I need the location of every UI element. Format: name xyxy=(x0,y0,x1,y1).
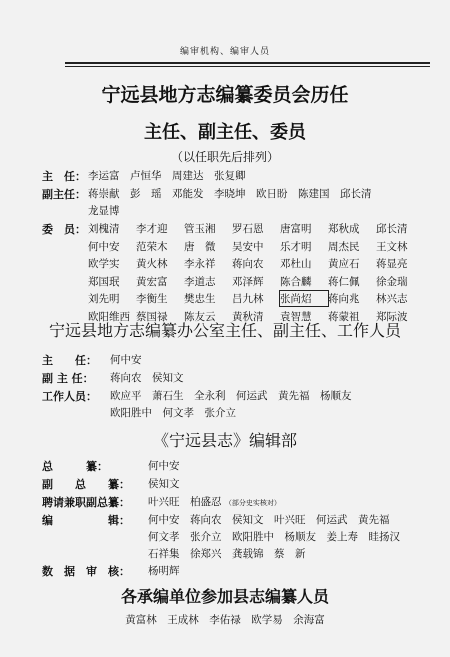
member-name: 周杰民 xyxy=(328,240,360,253)
member-name: 张尚炤 xyxy=(280,291,328,306)
member-name: 刘槐清 xyxy=(88,223,120,235)
member-name: 郑秋成 xyxy=(328,223,360,235)
header-rule-thick xyxy=(65,62,430,64)
members-label: 委 员： xyxy=(42,223,86,236)
members-row xyxy=(88,256,424,274)
editors-line2: 何文孝 张介立 欧阳胜中 杨顺友 姜上寿 眭扬汉 xyxy=(148,531,400,543)
member-name: 邓杜山 xyxy=(280,258,312,271)
members-row xyxy=(88,274,424,292)
editors-line1: 何中安 蒋向农 侯知文 叶兴旺 何运武 黄先福 xyxy=(148,514,390,526)
office-staff-line2: 欧阳胜中 何文孝 张介立 xyxy=(110,407,236,419)
member-name: 蒋显亮 xyxy=(376,258,408,271)
running-header: 编审机构、编审人员 xyxy=(179,47,270,57)
header-rule-thin xyxy=(65,66,430,67)
office-deputy-names: 蒋向农 侯知文 xyxy=(110,372,184,384)
member-name: 吴安中 xyxy=(232,240,264,253)
office-title: 宁远县地方志编纂办公室主任、副主任、工作人员 xyxy=(48,321,401,340)
member-name: 蒋蒙祖 xyxy=(328,310,360,323)
member-name: 袁智慧 xyxy=(280,310,312,323)
member-name: 郑际波 xyxy=(376,310,408,323)
member-name: 蒋向农 xyxy=(232,258,264,271)
editors-label: 编 辑： xyxy=(42,514,130,527)
participants-title: 各承编单位参加县志编纂人员 xyxy=(120,587,329,606)
member-name: 蒋向兆 xyxy=(328,293,360,306)
member-name: 欧学实 xyxy=(88,258,120,271)
vice-chief-names: 侯知文 xyxy=(148,478,180,490)
office-staff-line1: 欧应平 萧石生 全永利 何运武 黄先福 杨顺友 xyxy=(110,390,352,402)
members-row xyxy=(88,239,424,257)
member-name: 欧阳维西 xyxy=(88,310,130,323)
member-name: 何中安 xyxy=(88,240,120,253)
member-name: 李道志 xyxy=(184,275,216,288)
chief-editor-names: 何中安 xyxy=(148,460,180,472)
editors-line3: 石祥集 徐郑兴 龚载锦 蔡 新 xyxy=(148,548,306,560)
chair-label: 主 任： xyxy=(42,170,86,183)
member-name: 李才迎 xyxy=(136,223,168,235)
data-review-names: 杨明辉 xyxy=(148,565,180,577)
invited-label: 聘请兼职副总纂： xyxy=(42,496,130,509)
invited-names-text: 叶兴旺 柏盛忍 xyxy=(148,496,222,508)
committee-title: 宁远县地方志编纂委员会历任 xyxy=(101,84,349,106)
invited-note: （部分史实核对） xyxy=(224,499,281,507)
member-name: 黄应石 xyxy=(328,258,360,271)
members-grid xyxy=(88,221,424,327)
member-name: 黄秋清 xyxy=(232,310,264,323)
member-name: 邱长清 xyxy=(376,223,408,235)
vice-chair-label: 副主任： xyxy=(42,188,86,201)
member-name: 陈合麟 xyxy=(280,275,312,288)
member-name: 郑国珉 xyxy=(88,275,120,288)
member-name: 范荣木 xyxy=(136,240,168,253)
committee-subtitle: 主任、副主任、委员 xyxy=(144,122,306,143)
invited-names xyxy=(148,494,281,509)
members-row xyxy=(88,221,424,239)
office-deputy-label: 副 主 任： xyxy=(42,372,94,385)
member-name: 管玉湘 xyxy=(184,223,216,235)
member-name: 樊忠生 xyxy=(184,293,216,306)
data-review-label: 数 据 审 核： xyxy=(42,565,130,578)
member-name: 陈友云 xyxy=(184,310,216,323)
office-director-names: 何中安 xyxy=(110,354,142,366)
member-name: 罗石恩 xyxy=(232,223,264,235)
member-name: 林兴志 xyxy=(376,293,408,306)
member-name: 黄宏富 xyxy=(136,275,168,288)
member-name: 唐 微 xyxy=(184,240,216,253)
member-name: 刘先明 xyxy=(88,293,120,306)
members-row xyxy=(88,291,424,309)
office-staff-label: 工作人员： xyxy=(42,390,97,403)
participants-names: 黄富林 王成林 李佑禄 欧学易 余海富 xyxy=(125,614,325,626)
member-name: 李衡生 xyxy=(136,293,168,306)
vice-chair-names-cont: 龙显博 xyxy=(88,205,120,217)
member-name: 李永祥 xyxy=(184,258,216,271)
vice-chief-label: 副 总 纂： xyxy=(42,478,130,491)
member-name: 乐才明 xyxy=(280,240,312,253)
member-name: 蒋仁佩 xyxy=(328,275,360,288)
vice-chair-names: 蒋崇献 彭 瑶 邓能发 李晓坤 欧日盼 陈建国 邱长清 xyxy=(88,188,372,200)
member-name: 邓泽辉 xyxy=(232,275,264,288)
member-name: 徐金瑞 xyxy=(376,275,408,288)
chair-names: 李运富 卢恒华 周建达 张复卿 xyxy=(88,170,246,182)
editorial-title: 《宁远县志》编辑部 xyxy=(152,431,297,450)
chief-editor-label: 总 纂： xyxy=(42,460,108,473)
office-director-label: 主 任： xyxy=(42,354,97,367)
member-name: 蔡国禄 xyxy=(136,310,168,323)
order-note: （以任职先后排列） xyxy=(170,150,279,164)
member-name: 黄火林 xyxy=(136,258,168,271)
member-name: 王文林 xyxy=(376,240,408,253)
member-name: 吕九林 xyxy=(232,293,264,306)
member-name: 唐富明 xyxy=(280,223,312,235)
